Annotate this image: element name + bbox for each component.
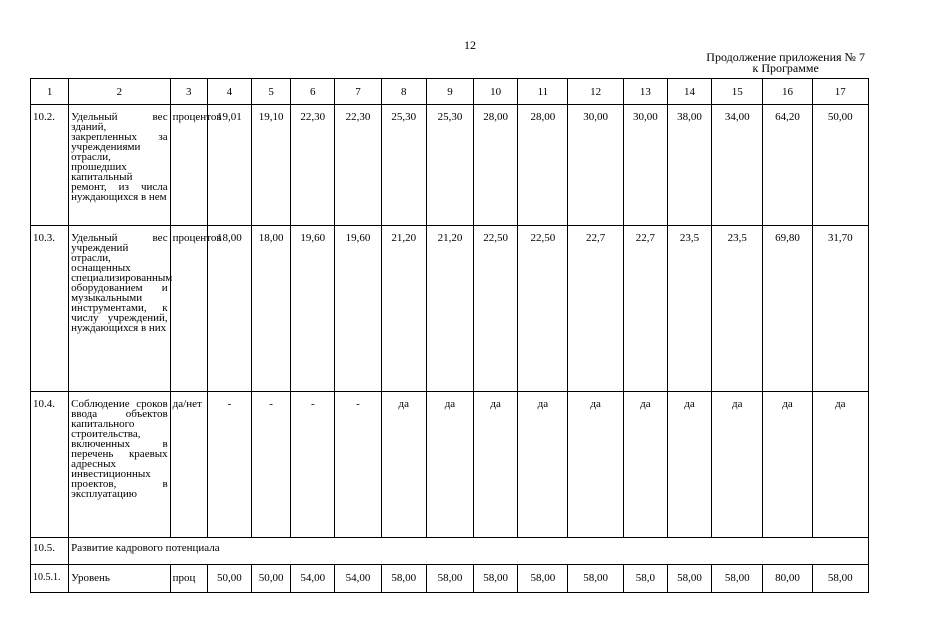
value-cell: 22,30 bbox=[291, 105, 335, 226]
col-header: 11 bbox=[518, 79, 568, 105]
row-code: 10.4. bbox=[31, 392, 69, 538]
col-header: 9 bbox=[426, 79, 473, 105]
page-number: 12 bbox=[464, 38, 476, 52]
row-code: 10.5.1. bbox=[31, 565, 69, 593]
appendix-line-1: Продолжение приложения № 7 bbox=[706, 50, 865, 64]
value-cell: да bbox=[426, 392, 473, 538]
col-header: 2 bbox=[69, 79, 170, 105]
value-cell: 54,00 bbox=[335, 565, 381, 593]
col-header: 17 bbox=[812, 79, 868, 105]
row-code: 10.3. bbox=[31, 226, 69, 392]
value-cell: - bbox=[252, 392, 291, 538]
value-cell: 22,50 bbox=[518, 226, 568, 392]
value-cell: да bbox=[381, 392, 426, 538]
section-code: 10.5. bbox=[31, 538, 69, 565]
value-cell: да bbox=[518, 392, 568, 538]
value-cell: 58,00 bbox=[712, 565, 763, 593]
value-cell: 22,7 bbox=[623, 226, 667, 392]
value-cell: 22,30 bbox=[335, 105, 381, 226]
value-cell: 54,00 bbox=[291, 565, 335, 593]
row-code: 10.2. bbox=[31, 105, 69, 226]
row-unit: да/нет bbox=[170, 392, 207, 538]
row-indicator: Уровень bbox=[69, 565, 170, 593]
value-cell: 50,00 bbox=[812, 105, 868, 226]
value-cell: 30,00 bbox=[623, 105, 667, 226]
value-cell: да bbox=[712, 392, 763, 538]
value-cell: 28,00 bbox=[474, 105, 518, 226]
appendix-line-2: к Программе bbox=[752, 61, 819, 75]
value-cell: 58,0 bbox=[623, 565, 667, 593]
value-cell: 58,00 bbox=[518, 565, 568, 593]
value-cell: 25,30 bbox=[426, 105, 473, 226]
col-header: 5 bbox=[252, 79, 291, 105]
row-indicator: Соблюдение сроков ввода объектов капитального строительства, включенных в перечень краевых адресных инвестиционных проектов, в эксплуатацию bbox=[69, 392, 170, 538]
value-cell: 28,00 bbox=[518, 105, 568, 226]
value-cell: - bbox=[335, 392, 381, 538]
col-header: 4 bbox=[207, 79, 251, 105]
value-cell: 19,60 bbox=[291, 226, 335, 392]
col-header: 14 bbox=[667, 79, 711, 105]
value-cell: 58,00 bbox=[426, 565, 473, 593]
value-cell: 50,00 bbox=[252, 565, 291, 593]
col-header: 16 bbox=[763, 79, 812, 105]
row-indicator: Удельный вес зданий, закрепленных за учреждениями отрасли, прошедших капитальный ремонт, из числа нуждающихся в нем bbox=[69, 105, 170, 226]
value-cell: да bbox=[667, 392, 711, 538]
table-row bbox=[31, 105, 869, 226]
value-cell: 34,00 bbox=[712, 105, 763, 226]
col-header: 3 bbox=[170, 79, 207, 105]
value-cell: 69,80 bbox=[763, 226, 812, 392]
section-title: Развитие кадрового потенциала bbox=[69, 538, 869, 565]
value-cell: 58,00 bbox=[812, 565, 868, 593]
table-row bbox=[31, 392, 869, 538]
value-cell: 22,50 bbox=[474, 226, 518, 392]
row-unit: процентов bbox=[170, 226, 207, 392]
col-header: 12 bbox=[568, 79, 623, 105]
value-cell: - bbox=[207, 392, 251, 538]
value-cell: 18,00 bbox=[252, 226, 291, 392]
col-header: 8 bbox=[381, 79, 426, 105]
value-cell: да bbox=[568, 392, 623, 538]
col-header: 6 bbox=[291, 79, 335, 105]
column-number-row bbox=[31, 79, 869, 105]
value-cell: 31,70 bbox=[812, 226, 868, 392]
indicators-table bbox=[30, 78, 869, 593]
row-unit: проц bbox=[170, 565, 207, 593]
value-cell: 50,00 bbox=[207, 565, 251, 593]
value-cell: 23,5 bbox=[667, 226, 711, 392]
value-cell: 30,00 bbox=[568, 105, 623, 226]
value-cell: 19,01 bbox=[207, 105, 251, 226]
col-header: 1 bbox=[31, 79, 69, 105]
value-cell: 25,30 bbox=[381, 105, 426, 226]
value-cell: да bbox=[474, 392, 518, 538]
value-cell: 58,00 bbox=[381, 565, 426, 593]
value-cell: 23,5 bbox=[712, 226, 763, 392]
value-cell: 80,00 bbox=[763, 565, 812, 593]
table-row bbox=[31, 565, 869, 593]
value-cell: 22,7 bbox=[568, 226, 623, 392]
value-cell: 58,00 bbox=[474, 565, 518, 593]
row-indicator: Удельный вес учреждений отрасли, оснащенных специализированным оборудованием и музыкальными инструментами, к числу учреждений, нуждающихся в них bbox=[69, 226, 170, 392]
value-cell: 58,00 bbox=[667, 565, 711, 593]
value-cell: 19,10 bbox=[252, 105, 291, 226]
appendix-heading bbox=[706, 52, 865, 74]
value-cell: да bbox=[763, 392, 812, 538]
col-header: 15 bbox=[712, 79, 763, 105]
section-row bbox=[31, 538, 869, 565]
value-cell: да bbox=[812, 392, 868, 538]
value-cell: да bbox=[623, 392, 667, 538]
value-cell: 38,00 bbox=[667, 105, 711, 226]
col-header: 10 bbox=[474, 79, 518, 105]
value-cell: 21,20 bbox=[381, 226, 426, 392]
value-cell: 64,20 bbox=[763, 105, 812, 226]
value-cell: - bbox=[291, 392, 335, 538]
value-cell: 58,00 bbox=[568, 565, 623, 593]
row-unit: процентов bbox=[170, 105, 207, 226]
col-header: 7 bbox=[335, 79, 381, 105]
value-cell: 21,20 bbox=[426, 226, 473, 392]
table-row bbox=[31, 226, 869, 392]
value-cell: 18,00 bbox=[207, 226, 251, 392]
col-header: 13 bbox=[623, 79, 667, 105]
value-cell: 19,60 bbox=[335, 226, 381, 392]
